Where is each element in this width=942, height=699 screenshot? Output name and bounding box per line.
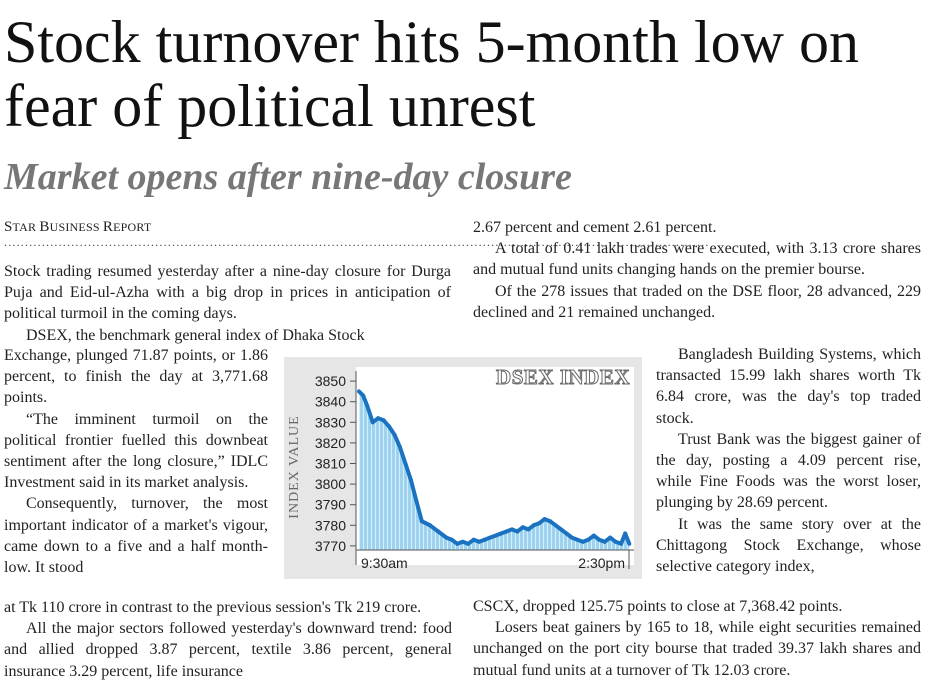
- column-2-wrap: [656, 344, 921, 577]
- y-tick-label: 3770: [314, 537, 346, 554]
- byline-part-eport: EPORT: [113, 220, 152, 234]
- paragraph-turnover-start: Consequently, turnover, the most important indicator of a market's vigour, came down to a five and a half month-low. It stood: [4, 495, 268, 577]
- paragraph-cscx: CSCX, dropped 125.75 points to close at 7,368.42 points.: [473, 598, 843, 615]
- data-point: [494, 534, 497, 537]
- data-point: [516, 530, 519, 533]
- paragraph-sectors: All the major sectors followed yesterday's downward trend: food and allied dropped 3.87 percent, textile 3.86 percent, general insurance 3.29 percent, life insurance: [4, 620, 452, 680]
- data-point: [543, 518, 546, 521]
- paragraph-turnover-end: at Tk 110 crore in contrast to the previous session's Tk 219 crore.: [4, 599, 422, 616]
- column-2-top: [473, 217, 921, 323]
- data-point: [437, 530, 440, 533]
- data-point: [456, 543, 459, 546]
- data-point: [522, 526, 525, 529]
- data-point: [624, 532, 627, 535]
- data-point: [472, 538, 475, 541]
- data-point: [532, 524, 535, 527]
- data-point: [399, 446, 402, 449]
- byline-initial-s: S: [4, 219, 13, 235]
- column-2-bottom: [473, 596, 921, 681]
- byline-initial-b: B: [39, 219, 50, 235]
- paragraph-cement: 2.67 percent and cement 2.61 percent.: [473, 219, 717, 236]
- y-tick-label: 3820: [314, 434, 346, 451]
- data-point: [358, 390, 361, 393]
- y-tick-label: 3840: [314, 393, 346, 410]
- column-1-wrap: [4, 345, 268, 578]
- data-point: [489, 536, 492, 539]
- dotted-rule: ........................................................................................................................................................................: [4, 235, 710, 249]
- data-point: [362, 394, 365, 397]
- data-point: [560, 528, 563, 531]
- y-axis-label: INDEX VALUE: [287, 415, 302, 519]
- paragraph-idlc-quote: “The imminent turmoil on the political frontier fuelled this downbeat sentiment after the long closure,” IDLC Investment said in its market analysis.: [4, 410, 268, 492]
- subheadline: Market opens after nine-day closure: [4, 156, 572, 198]
- column-1-top: [4, 261, 451, 346]
- x-tick-label-end: 2:30pm: [578, 555, 625, 571]
- headline: Stock turnover hits 5-month low on fear of political unrest: [4, 9, 859, 139]
- data-point: [500, 532, 503, 535]
- data-point: [603, 541, 606, 544]
- data-point: [587, 538, 590, 541]
- data-point: [421, 520, 424, 523]
- data-point: [461, 541, 464, 544]
- data-point: [505, 530, 508, 533]
- data-point: [628, 543, 631, 546]
- byline-initial-r: R: [102, 219, 114, 235]
- data-point: [415, 499, 418, 502]
- data-point: [554, 524, 557, 527]
- x-tick-label-start: 9:30am: [361, 555, 408, 571]
- data-point: [576, 538, 579, 541]
- data-point: [377, 417, 380, 420]
- data-point: [445, 536, 448, 539]
- paragraph-gainer-loser: Trust Bank was the biggest gainer of the day, posting a 4.09 percent rise, while Fine Foods was the worst loser, plunging by 28.69 percent.: [656, 430, 921, 512]
- data-point: [382, 419, 385, 422]
- y-tick-label: 3830: [314, 414, 346, 431]
- data-point: [404, 462, 407, 465]
- data-point: [571, 536, 574, 539]
- paragraph-dsex-plunged: Exchange, plunged 71.87 points, or 1.86 percent, to finish the day at 3,771.68 points.: [4, 347, 268, 407]
- y-tick-label: 3780: [314, 517, 346, 534]
- dsex-index-chart: [284, 357, 642, 579]
- paragraph-port-city: Losers beat gainers by 165 to 18, while eight securities remained unchanged on the port city bourse that traded 39.37 lakh shares and mutual fund units at a turnover of Tk 12.03 crore.: [473, 619, 921, 679]
- data-point: [366, 405, 369, 408]
- data-point: [451, 538, 454, 541]
- data-point: [388, 425, 391, 428]
- chart-title: DSEX INDEX: [496, 365, 630, 389]
- data-point: [598, 538, 601, 541]
- column-1-bottom: [4, 597, 452, 682]
- y-tick-label: 3790: [314, 496, 346, 513]
- data-point: [478, 541, 481, 544]
- paragraph-chittagong-start: It was the same story over at the Chittagong Stock Exchange, whose selective category index,: [656, 515, 921, 576]
- data-point: [393, 433, 396, 436]
- data-point: [429, 524, 432, 527]
- data-point: [483, 538, 486, 541]
- data-point: [582, 541, 585, 544]
- data-point: [614, 541, 617, 544]
- data-point: [467, 543, 470, 546]
- data-point: [527, 528, 530, 531]
- data-point: [538, 522, 541, 525]
- byline-part-usiness: USINESS: [49, 220, 103, 234]
- data-point: [511, 528, 514, 531]
- data-point: [549, 520, 552, 523]
- paragraph-issues: Of the 278 issues that traded on the DSE floor, 28 advanced, 229 declined and 21 remained unchanged.: [473, 282, 921, 321]
- paragraph-dsex-start: DSEX, the benchmark general index of Dhaka Stock: [26, 326, 365, 344]
- paragraph-top-traded: Bangladesh Building Systems, which transacted 15.99 lakh shares worth Tk 6.84 crore, was the day's top traded stock.: [656, 346, 921, 427]
- data-point: [565, 532, 568, 535]
- data-point: [593, 534, 596, 537]
- data-point: [371, 421, 374, 424]
- data-point: [410, 479, 413, 482]
- y-tick-label: 3800: [314, 476, 346, 493]
- data-point: [609, 536, 612, 539]
- paragraph-trades: A total of 0.41 lakh trades were executed, with 3.13 crore shares and mutual fund units changing hands on the premier bourse.: [473, 240, 921, 279]
- paragraph-trading-resumed: Stock trading resumed yesterday after a nine-day closure for Durga Puja and Eid-ul-Azha with a big drop in prices in anticipation of political turmoil in the coming days.: [4, 263, 451, 323]
- y-tick-label: 3850: [314, 373, 346, 390]
- data-point: [620, 543, 623, 546]
- y-tick-label: 3810: [314, 455, 346, 472]
- byline-part-tar: TAR: [12, 220, 40, 234]
